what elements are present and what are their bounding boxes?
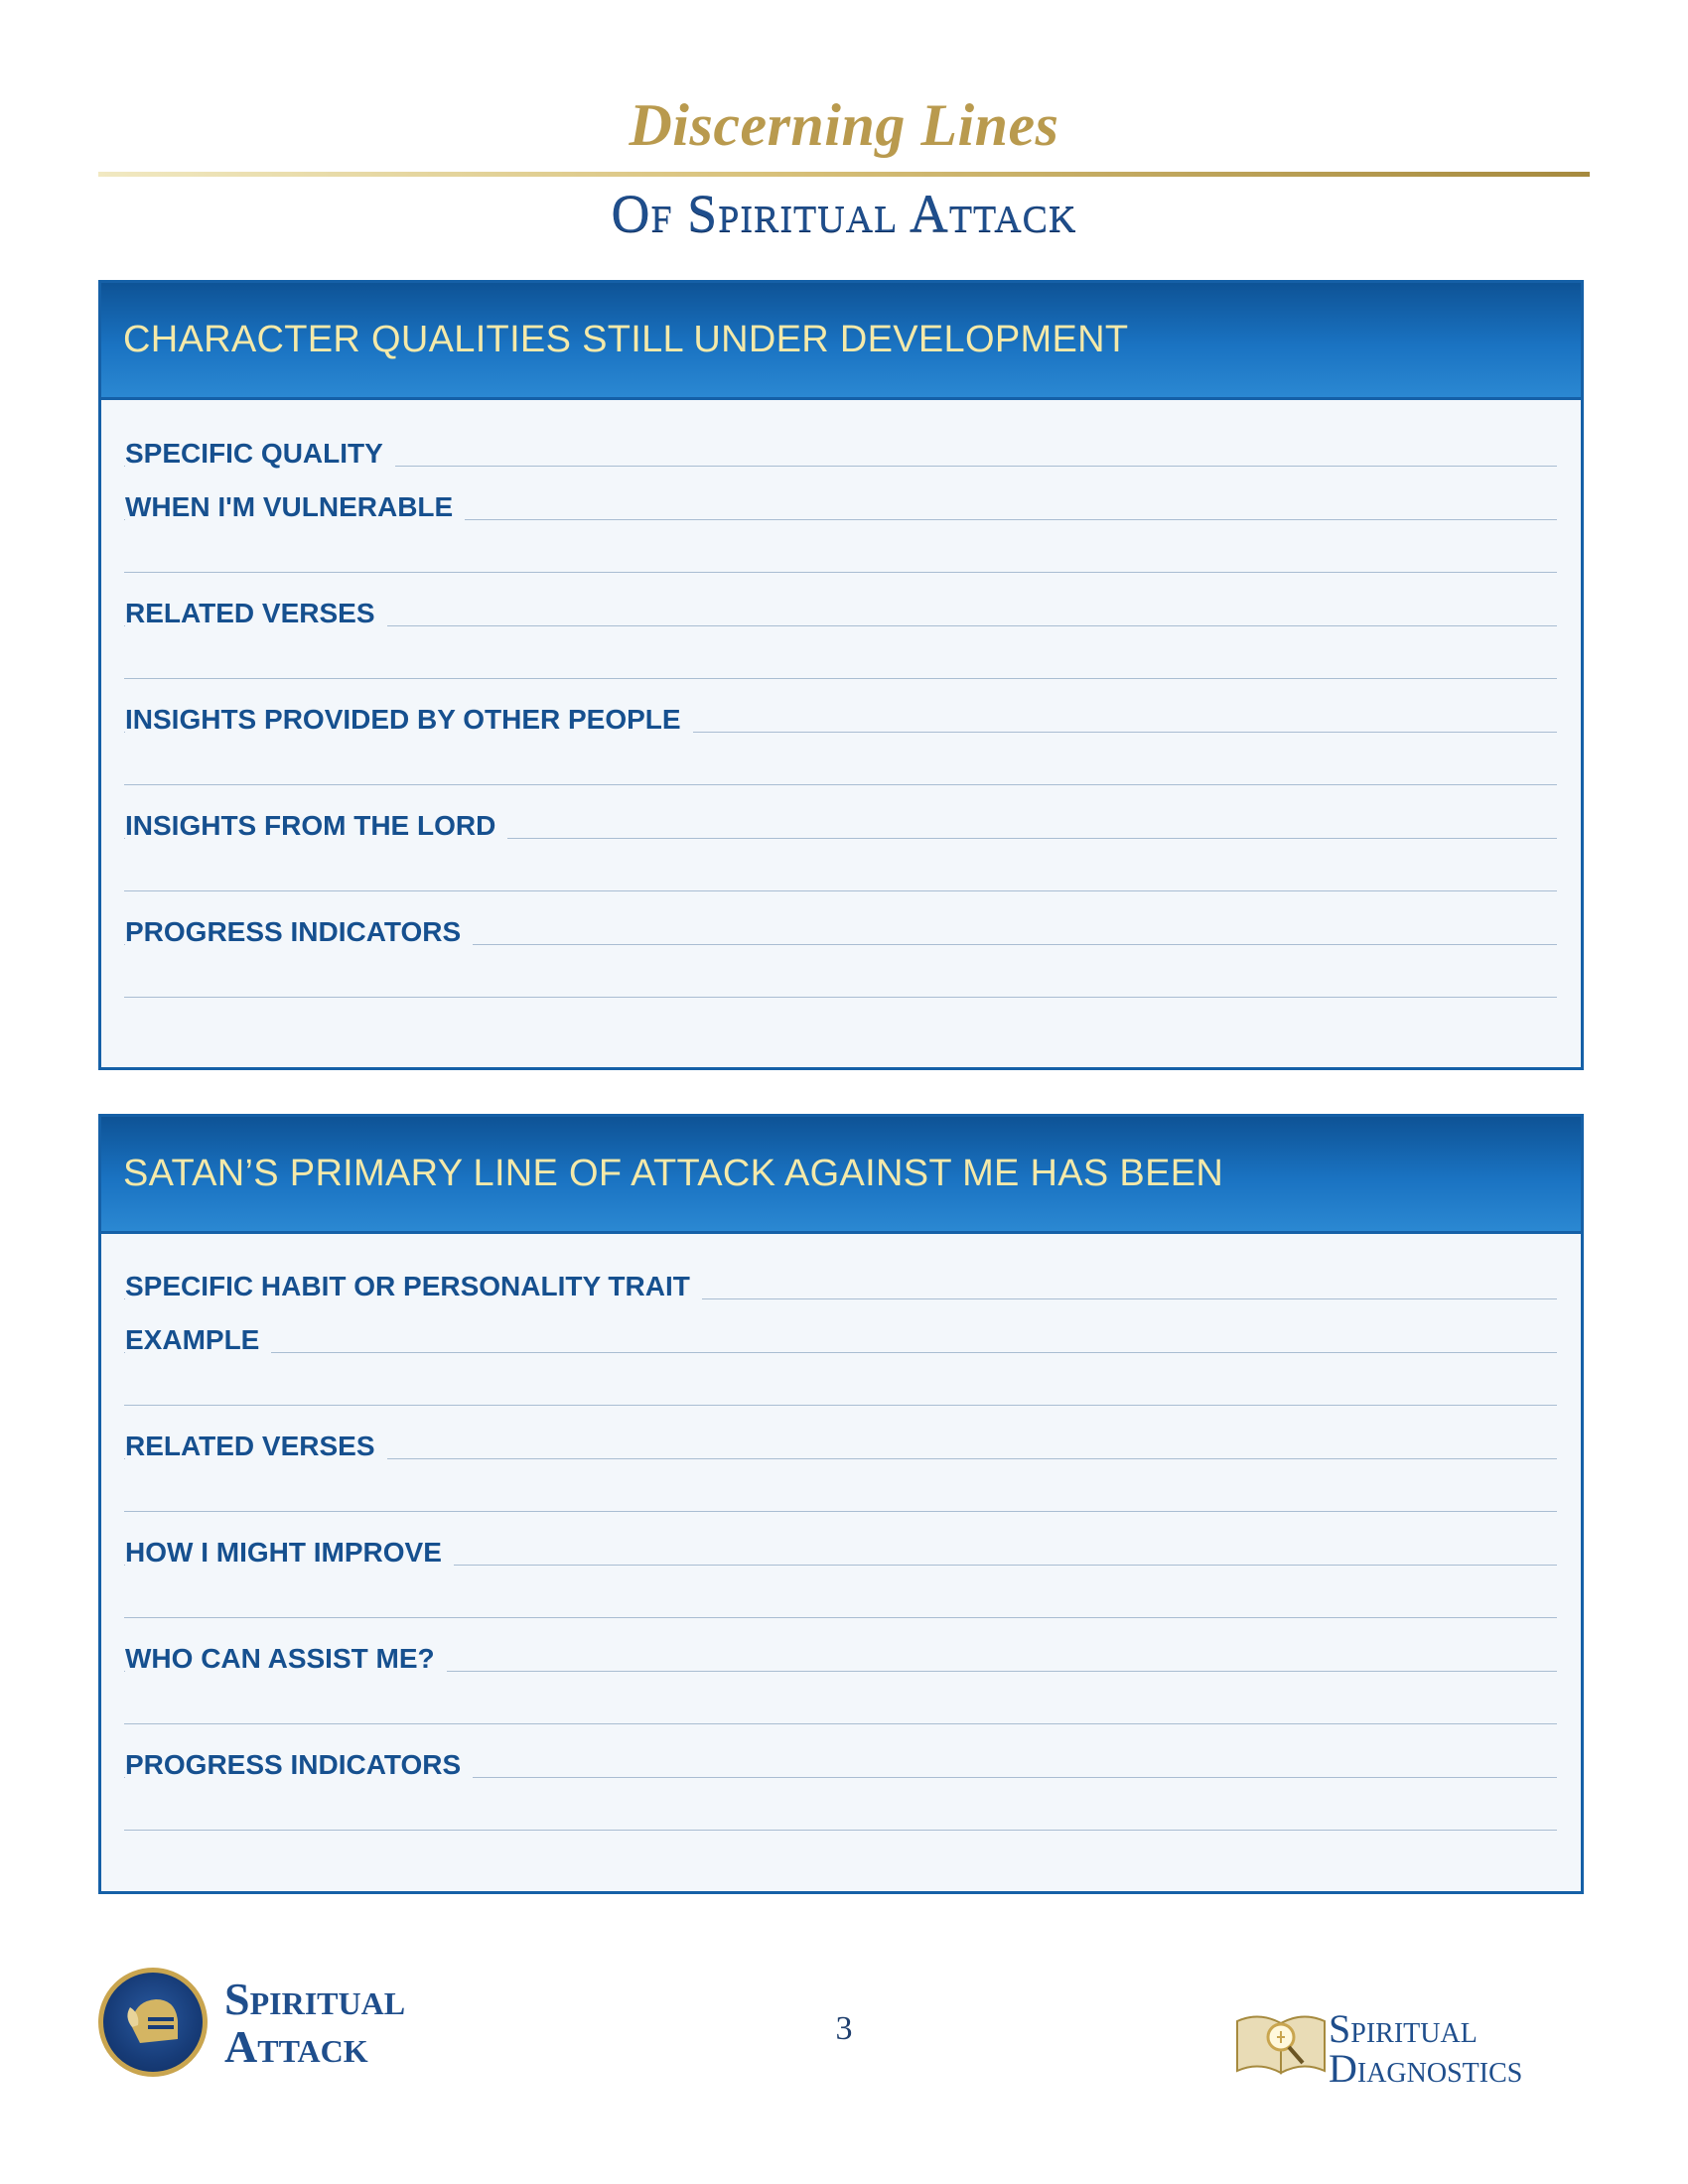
spiritual-diagnostics-brand [1329,2006,1523,2091]
field-label-habit-trait: SPECIFIC HABIT OR PERSONALITY TRAIT [125,1271,702,1302]
field-label-example: EXAMPLE [125,1324,271,1356]
field-label-who-can-assist: WHO CAN ASSIST ME? [125,1643,447,1675]
write-line[interactable] [124,1723,1557,1724]
field-label-when-vulnerable: WHEN I'M VULNERABLE [125,491,465,523]
field-label-insights-other-people: INSIGHTS PROVIDED BY OTHER PEOPLE [125,704,693,736]
panel-title: CHARACTER QUALITIES STILL UNDER DEVELOPMENT [123,319,1129,360]
field-label-progress-indicators: PROGRESS INDICATORS [125,1749,473,1781]
title-divider [98,172,1590,177]
field-label-related-verses: RELATED VERSES [125,598,387,629]
write-line[interactable] [124,997,1557,998]
brand-left-line2: Attack [224,2021,368,2072]
field-label-related-verses: RELATED VERSES [125,1431,387,1462]
brand-right-line2: Diagnostics [1329,2046,1523,2091]
field-label-insights-from-lord: INSIGHTS FROM THE LORD [125,810,507,842]
write-line[interactable] [124,1511,1557,1512]
brand-left-line1: Spiritual [224,1974,406,2024]
write-line[interactable] [124,572,1557,573]
write-line[interactable] [124,1617,1557,1618]
write-line[interactable] [124,1352,1557,1353]
page-title-bottom: Of Spiritual Attack [611,184,1077,243]
write-line[interactable] [124,890,1557,891]
write-line[interactable] [124,784,1557,785]
page-number: 3 [835,2010,853,2047]
panel-header [101,283,1581,400]
write-line[interactable] [124,678,1557,679]
open-book-icon [1231,2003,1331,2083]
write-line[interactable] [124,1405,1557,1406]
write-line[interactable] [124,1830,1557,1831]
brand-right-line1: Spiritual [1329,2006,1477,2051]
line-of-attack-panel [98,1114,1584,1894]
panel-title: SATAN’S PRIMARY LINE OF ATTACK AGAINST ME HAS BEEN [123,1153,1224,1194]
page-title-top: Discerning Lines [629,92,1059,158]
panel-header [101,1117,1581,1234]
field-label-progress-indicators: PROGRESS INDICATORS [125,916,473,948]
field-label-how-improve: HOW I MIGHT IMPROVE [125,1537,454,1569]
field-label-specific-quality: SPECIFIC QUALITY [125,438,395,470]
character-qualities-panel [98,280,1584,1070]
